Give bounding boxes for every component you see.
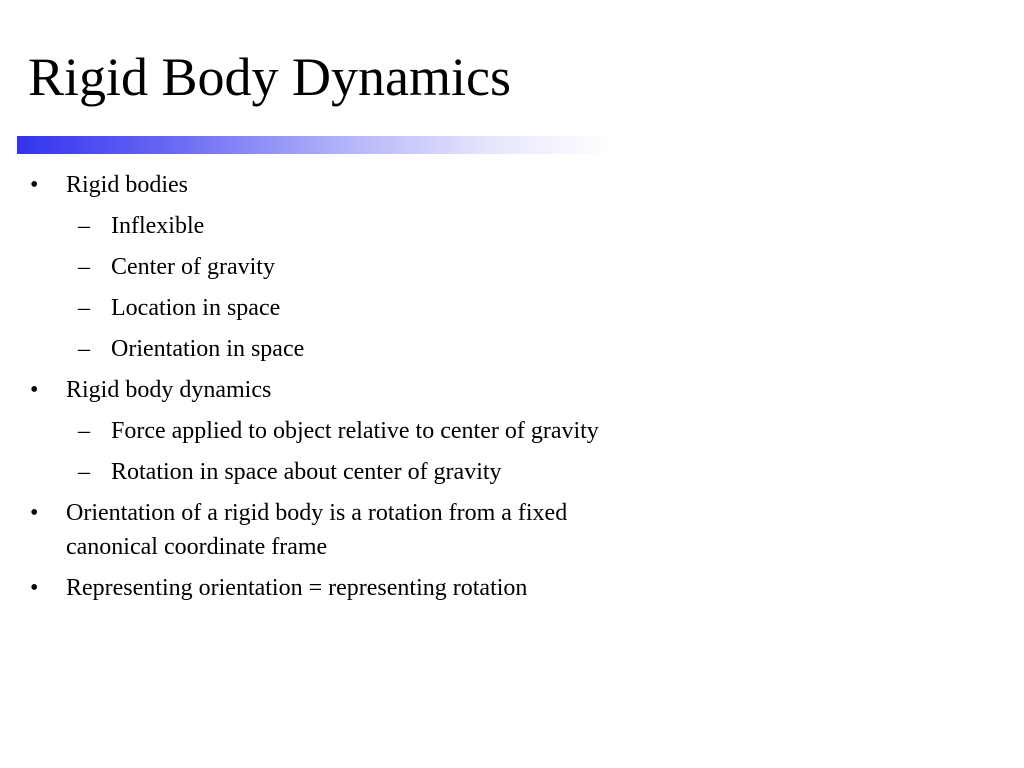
dash-marker: – xyxy=(78,213,90,239)
bullet-text: Orientation of a rigid body is a rotation from a fixed canonical coordinate frame xyxy=(66,500,568,560)
sub-bullet-item xyxy=(0,455,640,489)
bullet-text: Representing orientation = representing rotation xyxy=(66,575,528,601)
dash-marker: – xyxy=(78,254,90,280)
dash-marker: – xyxy=(78,459,90,485)
sub-bullet-item xyxy=(0,332,640,366)
dash-marker: – xyxy=(78,336,90,362)
bullet-list xyxy=(0,168,640,612)
sub-bullet-item xyxy=(0,209,640,243)
sub-bullet-item xyxy=(0,414,640,448)
sub-bullet-text: Rotation in space about center of gravity xyxy=(111,459,502,485)
bullet-marker: • xyxy=(30,377,39,403)
sub-bullet-text: Orientation in space xyxy=(111,336,305,362)
sub-bullet-text: Center of gravity xyxy=(111,254,275,280)
sub-bullet-item xyxy=(0,291,640,325)
bullet-text: Rigid body dynamics xyxy=(66,377,272,403)
sub-bullet-text: Force applied to object relative to center of gravity xyxy=(111,418,599,444)
slide-title: Rigid Body Dynamics xyxy=(28,47,511,107)
bullet-marker: • xyxy=(30,575,39,601)
dash-marker: – xyxy=(78,295,90,321)
bullet-item xyxy=(0,496,640,564)
sub-bullet-text: Inflexible xyxy=(111,213,205,239)
bullet-marker: • xyxy=(30,500,39,526)
sub-bullet-item xyxy=(0,250,640,284)
title-gradient-bar xyxy=(17,136,611,154)
bullet-item xyxy=(0,373,640,407)
sub-bullet-text: Location in space xyxy=(111,295,281,321)
bullet-marker: • xyxy=(30,172,39,198)
dash-marker: – xyxy=(78,418,90,444)
bullet-item xyxy=(0,168,640,202)
bullet-item xyxy=(0,571,640,605)
bullet-text: Rigid bodies xyxy=(66,172,189,198)
